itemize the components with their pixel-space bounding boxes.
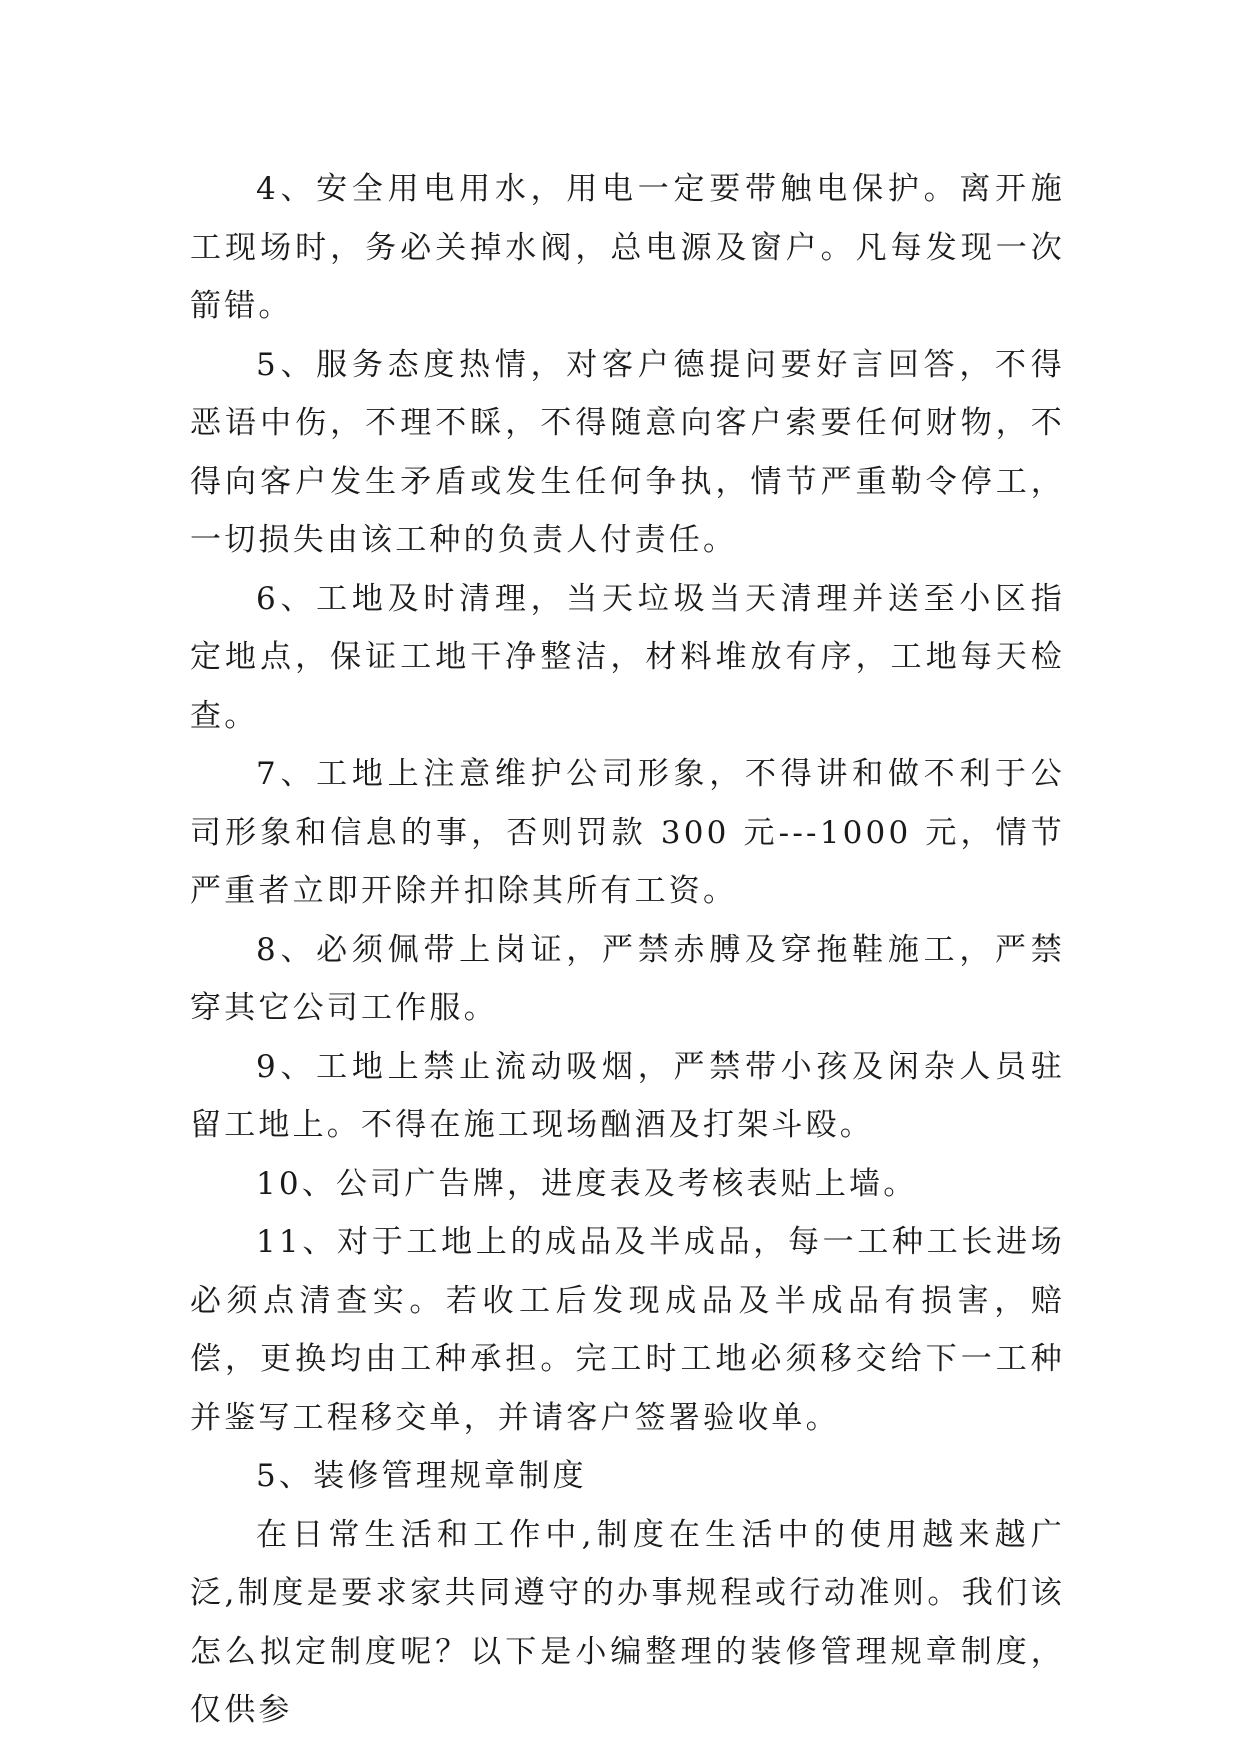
- paragraph-item-6: 6、工地及时清理，当天垃圾当天清理并送至小区指定地点，保证工地干净整洁，材料堆放有序，工地每天检查。: [190, 580, 1065, 734]
- paragraph-item-8: 8、必须佩带上岗证，严禁赤膊及穿拖鞋施工，严禁穿其它公司工作服。: [190, 931, 1065, 1026]
- paragraph-item-10: 10、公司广告牌，进度表及考核表贴上墙。: [256, 1165, 918, 1202]
- paragraph-item-7: 7、工地上注意维护公司形象，不得讲和做不利于公司形象和信息的事，否则罚款 300 元---1000 元，情节严重者立即开除并扣除其所有工资。: [190, 756, 1065, 909]
- paragraph-item-11: 11、对于工地上的成品及半成品，每一工种工长进场必须点清查实。若收工后发现成品及半成品有损害，赔偿，更换均由工种承担。完工时工地必须移交给下一工种并鉴写工程移交单，并请客户签署验收单。: [190, 1224, 1065, 1436]
- section-heading: 5、装修管理规章制度: [256, 1458, 587, 1494]
- document-body: [190, 160, 1065, 1740]
- intro-paragraph: 在日常生活和工作中,制度在生活中的使用越来越广泛,制度是要求家共同遵守的办事规程或行动准则。我们该怎么拟定制度呢？以下是小编整理的装修管理规章制度，仅供参: [190, 1516, 1065, 1728]
- paragraph-item-4: 4、安全用电用水，用电一定要带触电保护。离开施工现场时，务必关掉水阀，总电源及窗户。凡每发现一次箭错。: [190, 171, 1065, 324]
- paragraph-item-9: 9、工地上禁止流动吸烟，严禁带小孩及闲杂人员驻留工地上。不得在施工现场酗酒及打架斗殴。: [190, 1048, 1065, 1143]
- paragraph-item-5: 5、服务态度热情，对客户德提问要好言回答，不得恶语中伤，不理不睬，不得随意向客户索要任何财物，不得向客户发生矛盾或发生任何争执，情节严重勒令停工，一切损失由该工种的负责人付责任。: [190, 346, 1065, 558]
